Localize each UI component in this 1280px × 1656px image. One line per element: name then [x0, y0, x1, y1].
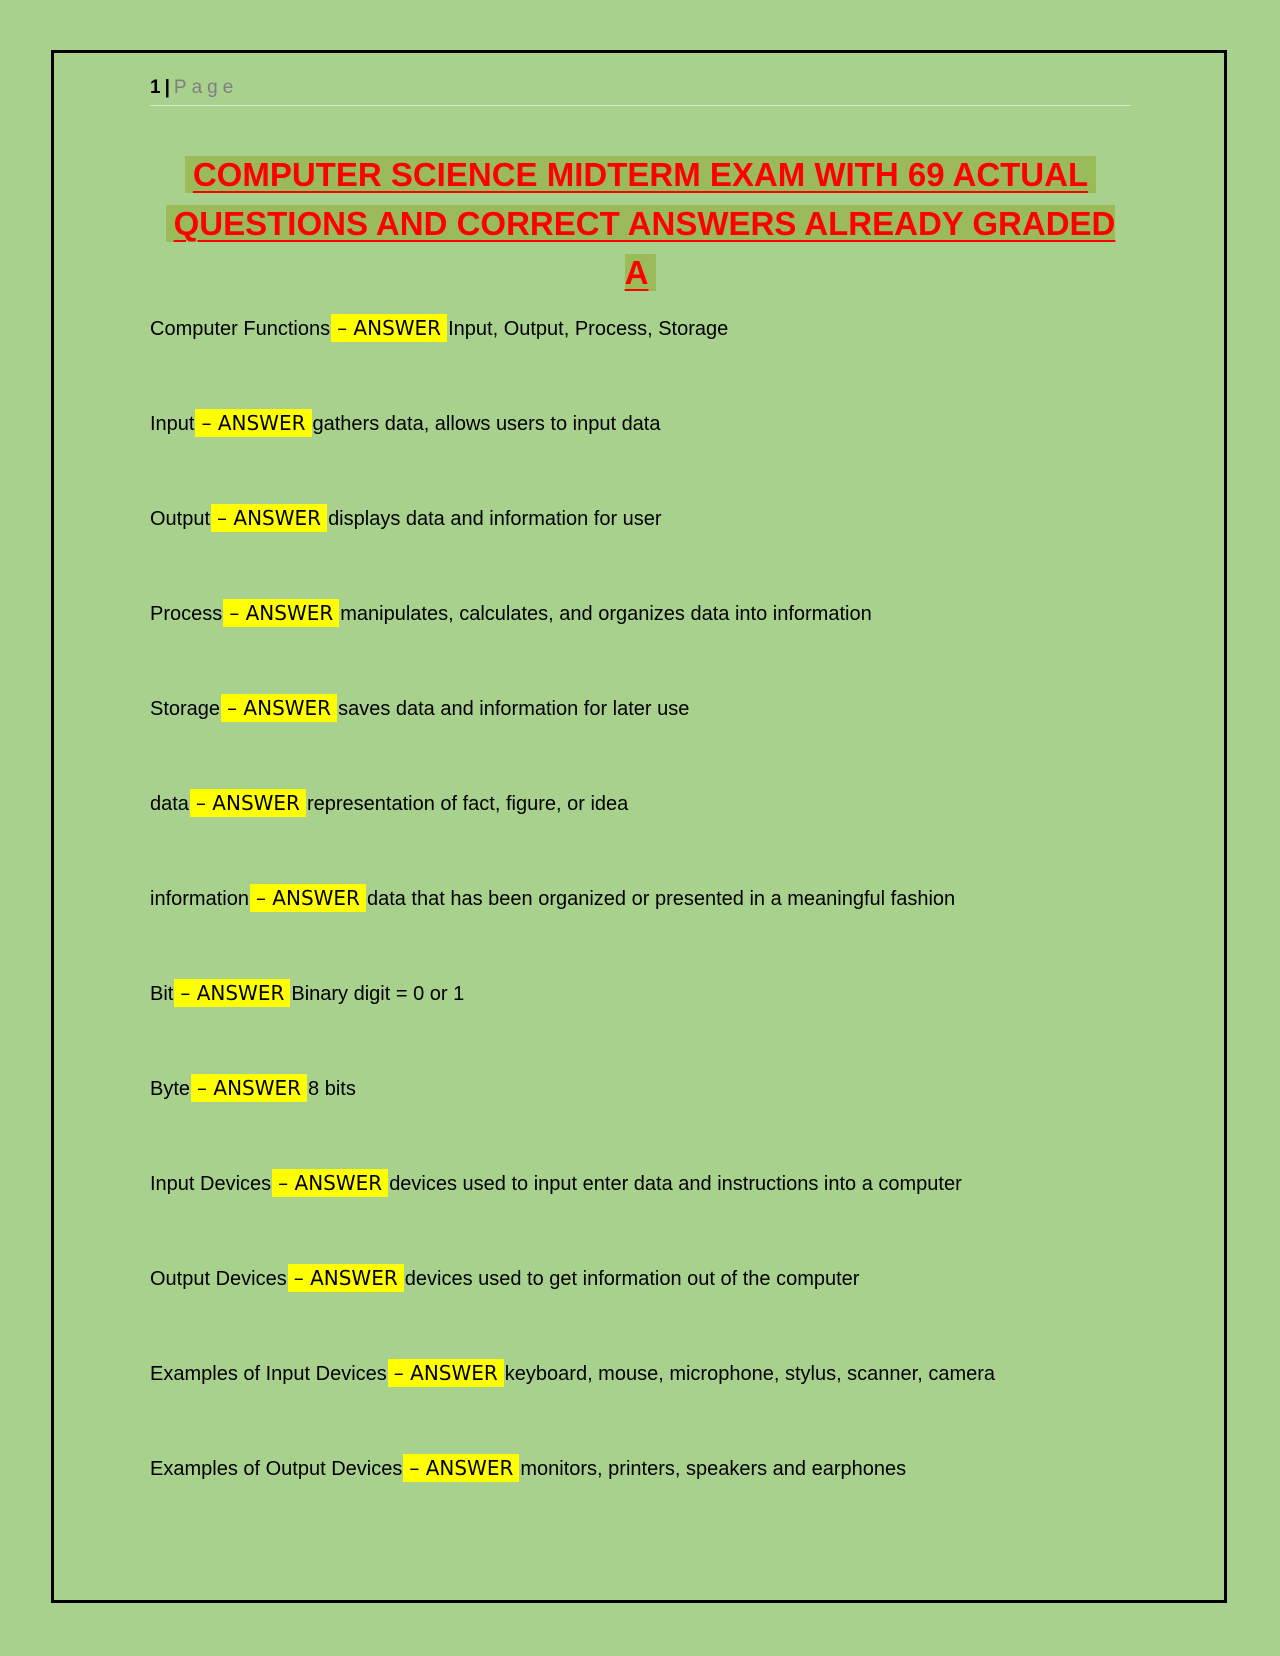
list-item [150, 502, 1150, 597]
definition: devices used to input enter data and instructions into a computer [389, 1173, 962, 1195]
list-item [150, 977, 1150, 1072]
definition: representation of fact, figure, or idea [306, 793, 629, 815]
definition: monitors, printers, speakers and earphones [520, 1458, 907, 1480]
answer-marker: – ANSWER [403, 1454, 519, 1482]
term: Process [150, 603, 223, 625]
page-header [150, 74, 1131, 106]
term: Input [150, 413, 195, 435]
page-label: Page [173, 77, 239, 98]
list-item [150, 1357, 1150, 1452]
term: Examples of Input Devices [150, 1363, 387, 1385]
answer-marker: – ANSWER [272, 1169, 388, 1197]
term: Input Devices [150, 1173, 272, 1195]
list-item [150, 312, 1150, 407]
answer-marker: – ANSWER [190, 789, 306, 817]
answer-marker: – ANSWER [250, 884, 366, 912]
answer-marker: – ANSWER [191, 1074, 307, 1102]
definition: manipulates, calculates, and organizes data into information [340, 603, 872, 625]
definition: devices used to get information out of the computer [404, 1268, 860, 1290]
document-title [150, 150, 1131, 297]
answer-marker: – ANSWER [211, 504, 327, 532]
definition: Input, Output, Process, Storage [448, 318, 729, 340]
page-separator: | [164, 77, 170, 98]
definition: keyboard, mouse, microphone, stylus, scanner, camera [504, 1363, 996, 1385]
term: Output Devices [150, 1268, 287, 1290]
list-item [150, 787, 1150, 882]
definition: saves data and information for later use [338, 698, 690, 720]
definition: data that has been organized or presented in a meaningful fashion [366, 888, 956, 910]
list-item [150, 1452, 1150, 1547]
term: Byte [150, 1078, 191, 1100]
term: data [150, 793, 189, 815]
list-item [150, 407, 1150, 502]
list-item [150, 692, 1150, 787]
answer-marker: – ANSWER [331, 314, 447, 342]
term: Computer Functions [150, 318, 331, 340]
list-item [150, 1072, 1150, 1167]
page-number: 1 [150, 77, 161, 98]
answer-marker: – ANSWER [221, 694, 337, 722]
list-item [150, 1167, 1150, 1262]
answer-marker: – ANSWER [174, 979, 290, 1007]
term: Storage [150, 698, 221, 720]
list-item [150, 1262, 1150, 1357]
list-item [150, 597, 1150, 692]
term: Output [150, 508, 211, 530]
term: Examples of Output Devices [150, 1458, 403, 1480]
term: Bit [150, 983, 174, 1005]
answer-marker: – ANSWER [195, 409, 311, 437]
list-item [150, 882, 1150, 977]
definition: gathers data, allows users to input data [312, 413, 661, 435]
title-line-1: COMPUTER SCIENCE MIDTERM EXAM WITH 69 ACTUAL [185, 156, 1096, 193]
question-answer-list [150, 312, 1150, 1547]
title-line-2: QUESTIONS AND CORRECT ANSWERS ALREADY GRADED A [166, 205, 1116, 291]
term: information [150, 888, 249, 910]
answer-marker: – ANSWER [288, 1264, 404, 1292]
definition: Binary digit = 0 or 1 [291, 983, 465, 1005]
answer-marker: – ANSWER [388, 1359, 504, 1387]
definition: 8 bits [308, 1078, 356, 1100]
definition: displays data and information for user [328, 508, 662, 530]
answer-marker: – ANSWER [223, 599, 339, 627]
